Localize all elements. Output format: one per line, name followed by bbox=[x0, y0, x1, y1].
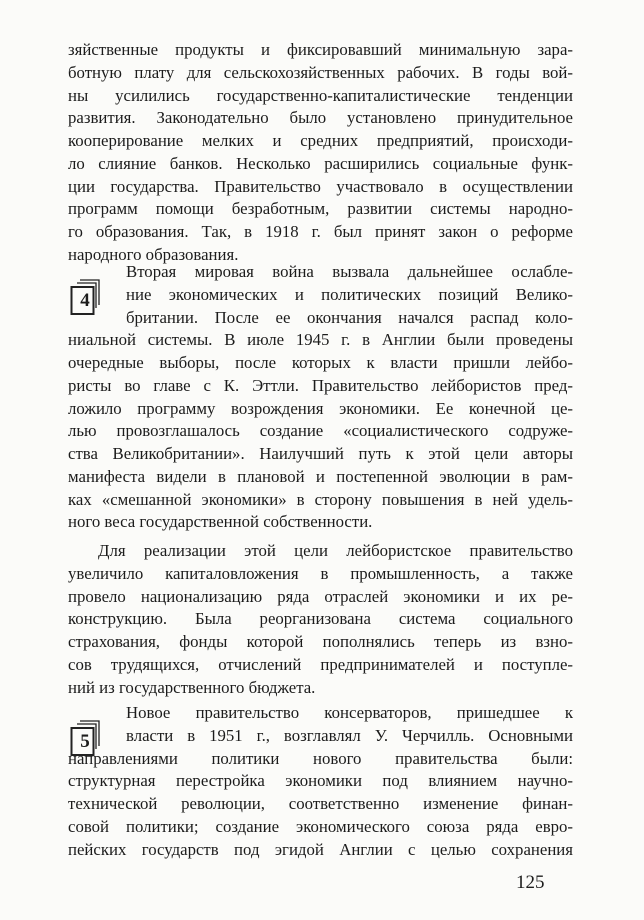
text-line: ного веса государственной собственности. bbox=[68, 512, 373, 532]
text-line: ции государства. Правительство участвовало в осуществлении bbox=[68, 176, 573, 196]
text-line: британии. После ее окончания начался распад коло- bbox=[126, 307, 573, 327]
text-line: совой политики; создание экономического союза ряда евро- bbox=[68, 816, 573, 836]
paragraph-2 bbox=[68, 261, 573, 534]
text-line: технической революции, соответственно изменение финан- bbox=[68, 794, 573, 813]
text-line: кооперирование мелких и средних предприятий, происходи- bbox=[68, 131, 573, 150]
text-line: ние экономических и политических позиций Велико- bbox=[126, 284, 573, 304]
text-line: ристы во главе с К. Эттли. Правительство лейбористов пред- bbox=[68, 375, 573, 395]
section-number: 4 bbox=[80, 290, 90, 311]
text-line: пейских государств под эгидой Англии с целью сохранения bbox=[68, 839, 573, 859]
paragraph-1 bbox=[68, 39, 573, 267]
text-line: ниальной системы. В июле 1945 г. в Англии были проведены bbox=[68, 330, 573, 350]
text-line: ны усилились государственно-капиталистические тенденции bbox=[68, 85, 573, 105]
text-line: ложило программу возрождения экономики. Ее конечной це- bbox=[68, 398, 573, 418]
text-line: ботную плату для сельскохозяйственных рабочих. В годы вой- bbox=[68, 62, 573, 82]
text-line: власти в 1951 г., возглавлял У. Черчилль. Основными bbox=[126, 725, 573, 745]
text-line: Новое правительство консерваторов, пришедшее к bbox=[126, 703, 573, 722]
text-line: сов трудящихся, отчислений предпринимателей и поступле- bbox=[68, 654, 573, 674]
text-line: увеличило капиталовложения в промышленность, а также bbox=[68, 563, 573, 583]
text-line: развития. Законодательно было установлено принудительное bbox=[68, 108, 573, 128]
paragraph-4 bbox=[68, 702, 573, 861]
text-line: программ помощи безработным, развитии системы народно- bbox=[68, 199, 573, 219]
text-line: ках «смешанной экономики» в сторону повышения в ней удель- bbox=[68, 489, 573, 509]
section-number: 5 bbox=[80, 731, 90, 752]
text-line: ства Великобритании». Наилучший путь к этой цели авторы bbox=[68, 444, 573, 463]
text-line: провело национализацию ряда отраслей экономики и их ре- bbox=[68, 586, 573, 606]
text-line: очередные выборы, после которых к власти пришли лейбо- bbox=[68, 353, 573, 372]
text-line: народного образования. bbox=[68, 244, 239, 264]
text-line: манифеста видели в плановой и постепенной эволюции в рам- bbox=[68, 466, 573, 486]
text-line: ло слияние банков. Несколько расширились социальные функ- bbox=[68, 153, 573, 173]
text-line: ний из государственного бюджета. bbox=[68, 677, 316, 697]
text-line: Вторая мировая война вызвала дальнейшее ослабле- bbox=[126, 262, 573, 281]
text-line: страхования, фонды которой пополнялись теперь из взно- bbox=[68, 632, 573, 651]
text-line: конструкцию. Была реорганизована система социального bbox=[68, 609, 573, 629]
text-line: зяйственные продукты и фиксировавший минимальную зара- bbox=[68, 40, 573, 59]
paragraph-3 bbox=[68, 540, 573, 699]
text-line: направлениями политики нового правительства были: bbox=[68, 748, 573, 768]
text-line: го образования. Так, в 1918 г. был принят закон о реформе bbox=[68, 222, 573, 241]
text-line: Для реализации этой цели лейбористское правительство bbox=[98, 541, 573, 560]
text-line: структурная перестройка экономики под влиянием научно- bbox=[68, 771, 573, 791]
page-number: 125 bbox=[516, 872, 545, 893]
text-line: лью провозглашалось создание «социалистического содруже- bbox=[68, 421, 573, 441]
